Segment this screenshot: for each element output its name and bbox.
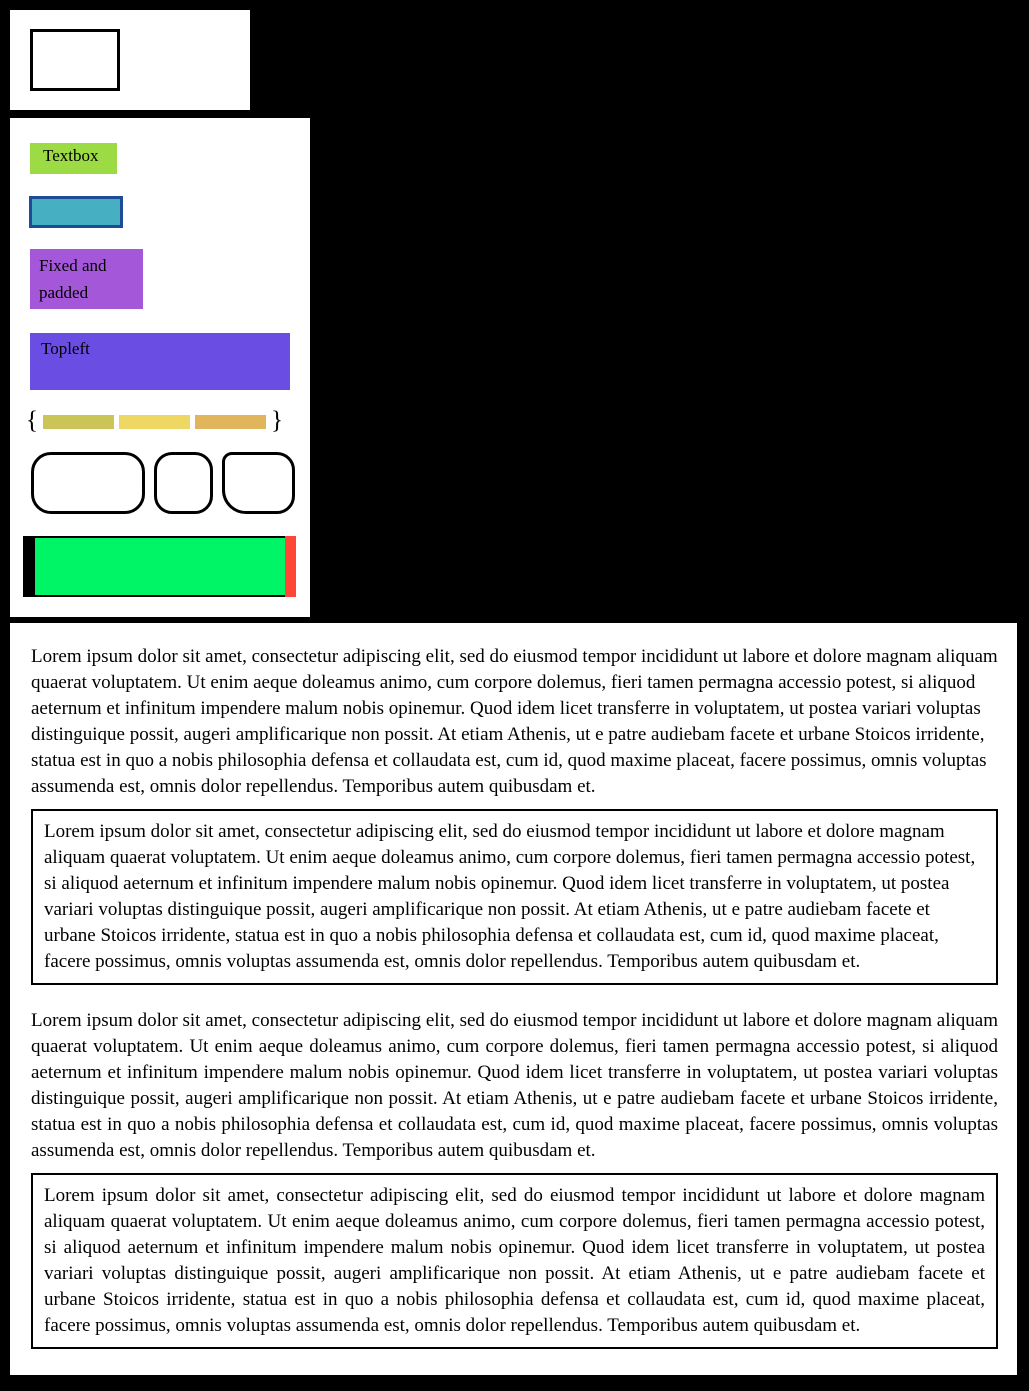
widget-demo-panel: [10, 118, 310, 617]
color-bar-1: [43, 415, 114, 429]
progress-bar-fill: [35, 538, 285, 595]
progress-bar: [23, 536, 296, 597]
color-bar-3: [195, 415, 266, 429]
rounded-rect-1: [31, 452, 145, 514]
topleft-box: Topleft: [30, 333, 290, 390]
top-canvas-panel: [10, 10, 250, 110]
rounded-rect-2: [154, 452, 213, 514]
paragraph-plain: Lorem ipsum dolor sit amet, consectetur adipiscing elit, sed do eiusmod tempor incididunt ut labore et dolore magnam aliquam quaerat voluptatem. Ut enim aeque doleamus animo, cum corpore dolemus, fieri tamen permagna accessio potest, si aliquod aeternum et infinitum impendere malum nobis opinemur. Quod idem licet transferre in voluptatem, ut postea variari voluptas distinguique possit, augeri amplificarique non possit. At etiam Athenis, ut e patre audiebam facete et urbane Stoicos irridente, statua est in quo a nobis philosophia defensa et collaudata est, cum id, quod maxime placeat, facere possimus, omnis voluptas assumenda est, omnis dolor repellendus. Temporibus autem quibusdam et.: [31, 646, 998, 797]
outlined-rectangle: [30, 29, 120, 91]
textbox-widget: Textbox: [30, 143, 117, 174]
fixed-padded-box: Fixed and padded: [30, 249, 143, 309]
text-demo-panel: [10, 623, 1017, 1375]
close-brace: }: [271, 406, 283, 434]
open-brace: {: [26, 406, 38, 434]
rounded-rect-row: [31, 452, 295, 514]
rounded-rect-3: [222, 452, 295, 514]
progress-bar-cap: [285, 536, 296, 597]
paragraph-boxed-justified: Lorem ipsum dolor sit amet, consectetur adipiscing elit, sed do eiusmod tempor incididunt ut labore et dolore magnam aliquam quaerat voluptatem. Ut enim aeque doleamus animo, cum corpore dolemus, fieri tamen permagna accessio potest, si aliquod aeternum et infinitum impendere malum nobis opinemur. Quod idem licet transferre in voluptatem, ut postea variari voluptas distinguique possit, augeri amplificarique non possit. At etiam Athenis, ut e patre audiebam facete et urbane Stoicos irridente, statua est in quo a nobis philosophia defensa et collaudata est, cum id, quod maxime placeat, facere possimus, omnis voluptas assumenda est, omnis dolor repellendus. Temporibus autem quibusdam et.: [31, 1173, 998, 1349]
paragraph-boxed: Lorem ipsum dolor sit amet, consectetur adipiscing elit, sed do eiusmod tempor incididunt ut labore et dolore magnam aliquam quaerat voluptatem. Ut enim aeque doleamus animo, cum corpore dolemus, fieri tamen permagna accessio potest, si aliquod aeternum et infinitum impendere malum nobis opinemur. Quod idem licet transferre in voluptatem, ut postea variari voluptas distinguique possit, augeri amplificarique non possit. At etiam Athenis, ut e patre audiebam facete et urbane Stoicos irridente, statua est in quo a nobis philosophia defensa et collaudata est, cum id, quod maxime placeat, facere possimus, omnis voluptas assumenda est, omnis dolor repellendus. Temporibus autem quibusdam et.: [31, 809, 998, 985]
color-bar-2: [119, 415, 190, 429]
paragraph-justified: Lorem ipsum dolor sit amet, consectetur adipiscing elit, sed do eiusmod tempor incididunt ut labore et dolore magnam aliquam quaerat voluptatem. Ut enim aeque doleamus animo, cum corpore dolemus, fieri tamen permagna accessio potest, si aliquod aeternum et infinitum impendere malum nobis opinemur. Quod idem licet transferre in voluptatem, ut postea variari voluptas distinguique possit, augeri amplificarique non possit. At etiam Athenis, ut e patre audiebam facete et urbane Stoicos irridente, statua est in quo a nobis philosophia defensa et collaudata est, cum id, quod maxime placeat, facere possimus, omnis voluptas assumenda est, omnis dolor repellendus. Temporibus autem quibusdam et.: [31, 1010, 998, 1161]
teal-swatch: [29, 196, 123, 228]
brace-bar-row: [26, 401, 283, 443]
